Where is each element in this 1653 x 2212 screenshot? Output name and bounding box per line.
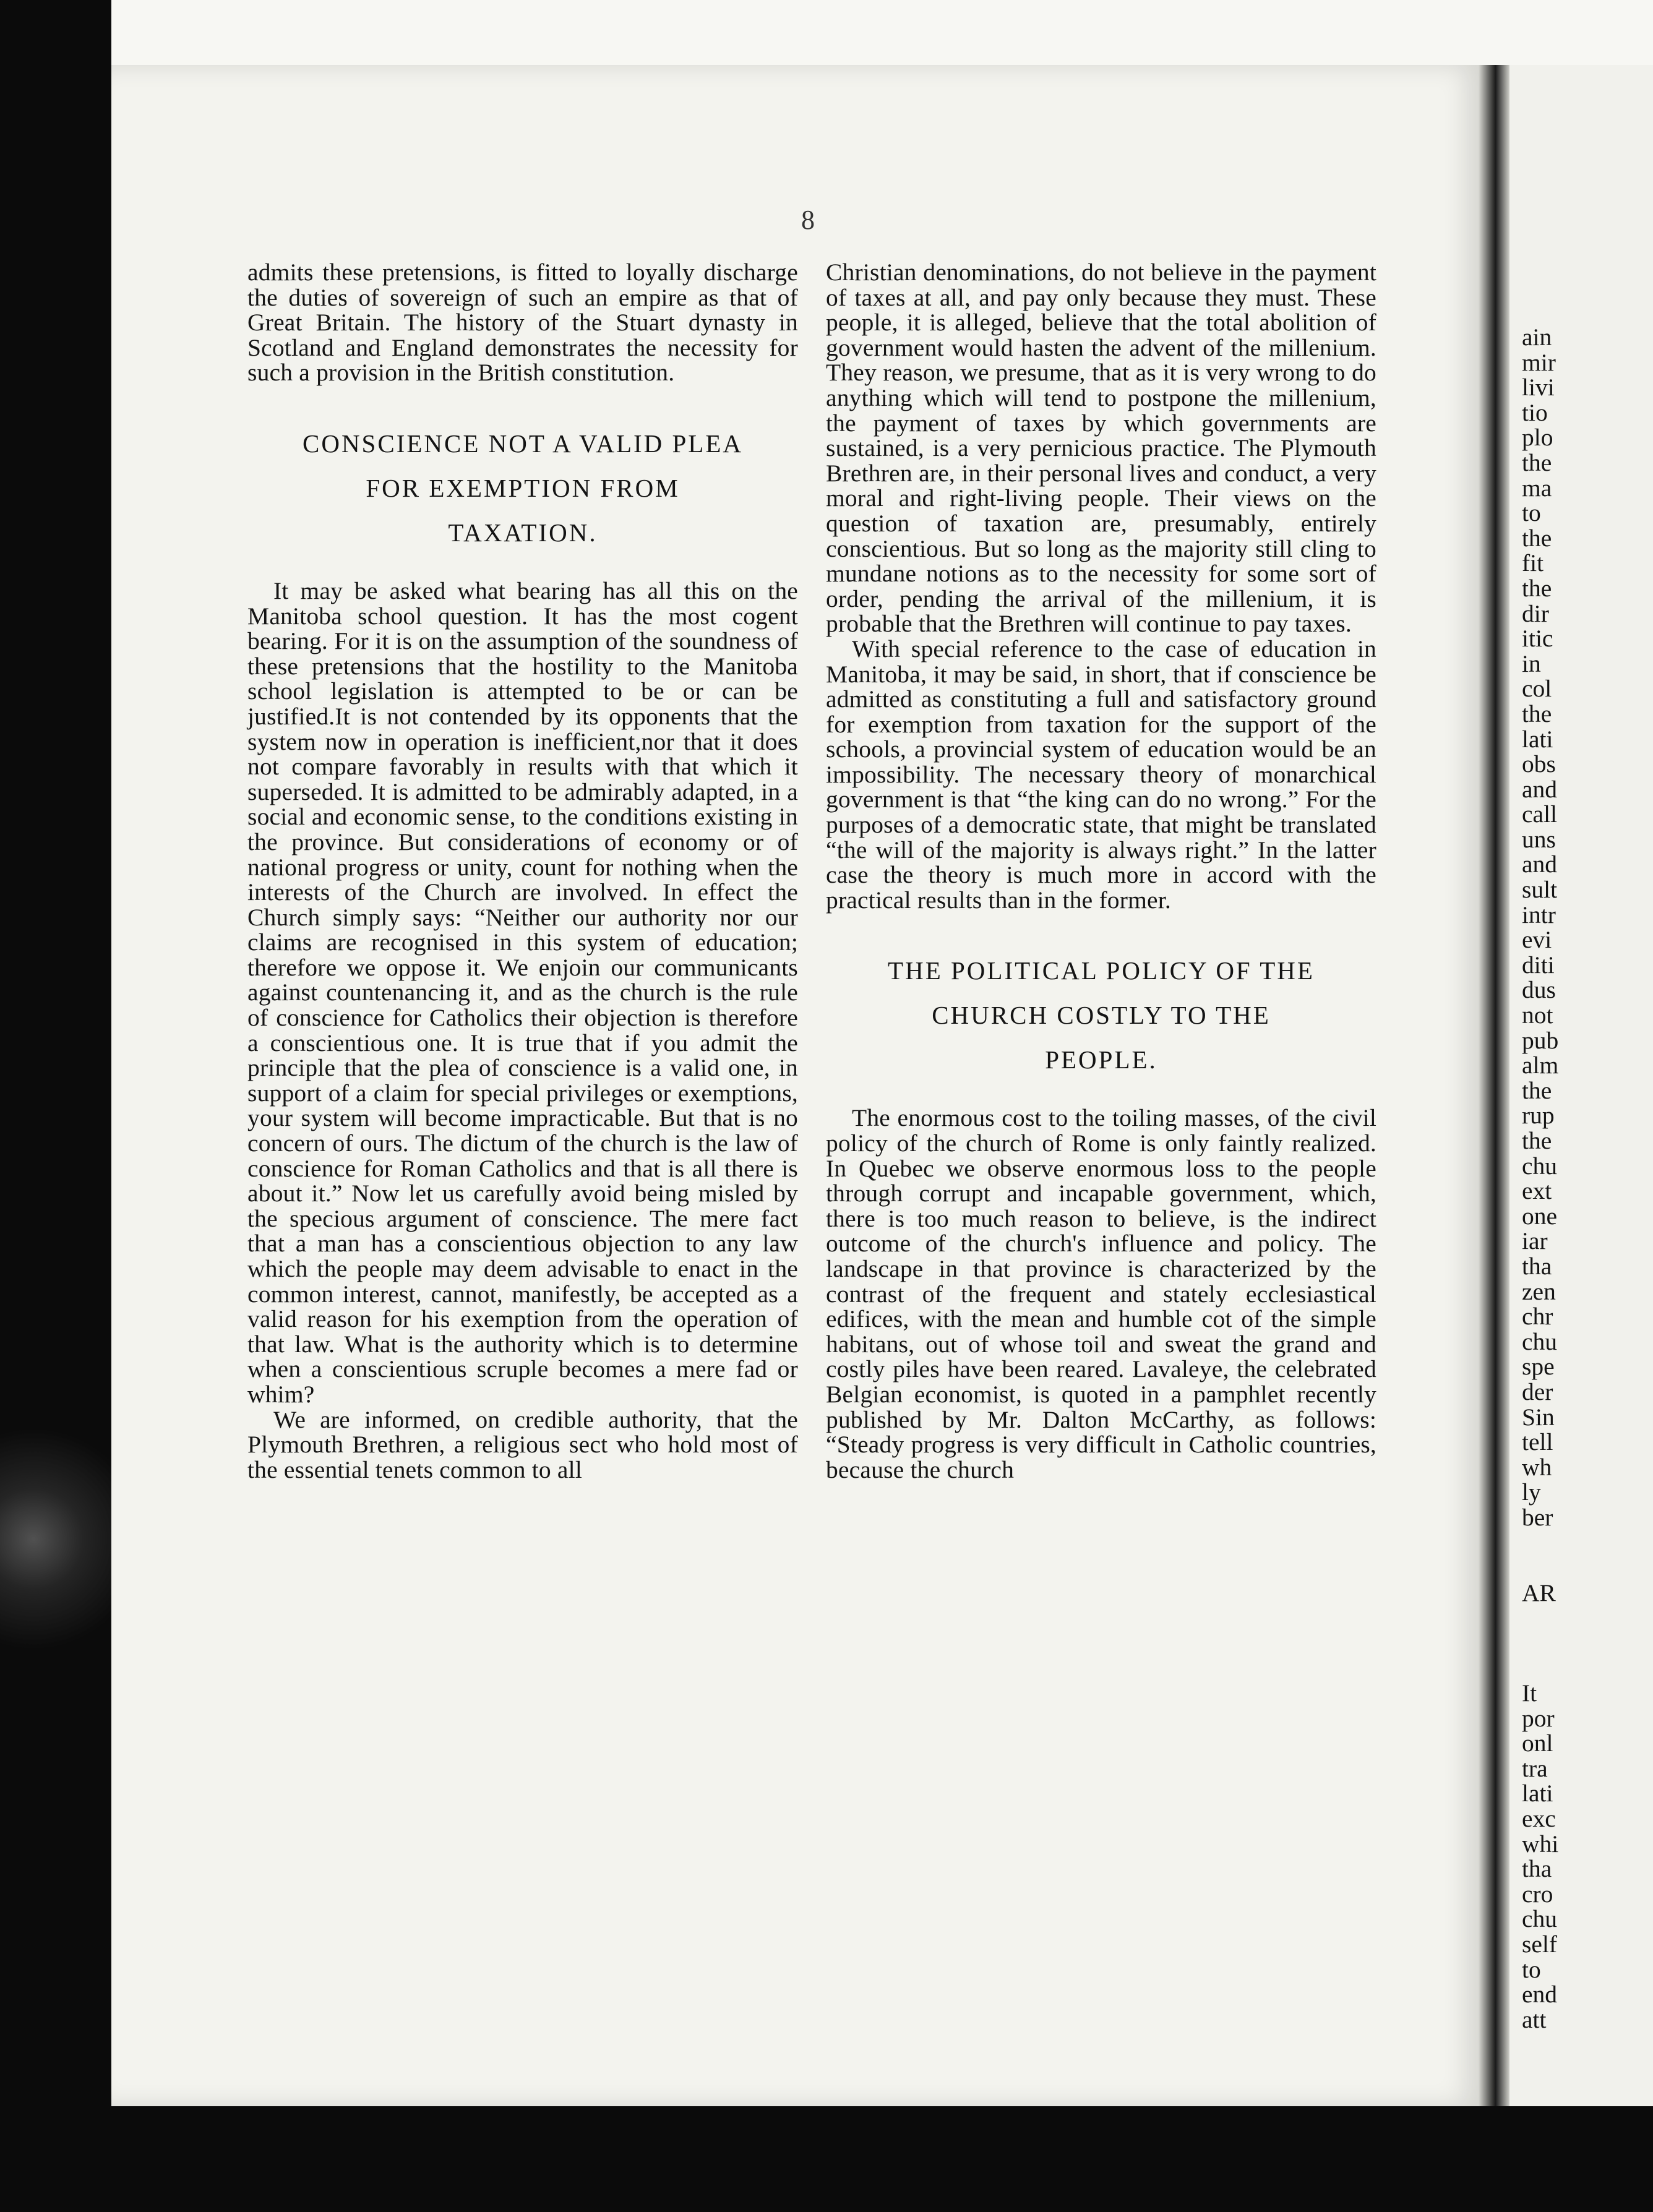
page-gutter <box>1479 65 1509 2106</box>
scan-left-border <box>0 0 111 2212</box>
next-page-fragment <box>1509 65 1653 2106</box>
margin-line: obs <box>1522 750 1556 778</box>
left-paragraph-3: We are informed, on credible authority, that the Plymouth Brethren, a religious sect who hold most of the essential tenets common to all <box>247 1405 798 1483</box>
margin-line: and <box>1522 775 1558 803</box>
margin-line: self <box>1522 1931 1558 1958</box>
margin-line <box>1522 1655 1653 1681</box>
margin-line: livi <box>1522 374 1555 401</box>
margin-line: tell <box>1522 1428 1553 1456</box>
margin-line: evi <box>1522 926 1552 954</box>
heading-line: FOR EXEMPTION FROM <box>366 473 680 502</box>
margin-line: fit <box>1522 549 1544 577</box>
margin-line: alm <box>1522 1052 1559 1079</box>
margin-line: lati <box>1522 725 1553 753</box>
margin-line: chu <box>1522 1905 1558 1933</box>
margin-line: itic <box>1522 625 1553 653</box>
margin-line: chu <box>1522 1152 1558 1180</box>
margin-line: call <box>1522 800 1558 828</box>
right-paragraph-3: The enormous cost to the toiling masses, of the civil policy of the church of Rome is only faintly realized. In Quebec we observe enormous loss to the people through corrupt and incapable government, which, there is too much reason to believe, is the indirect outcome of the church's influence and policy. The landscape in that province is characterized by the contrast of the frequent and stately ecclesiastical edifices, with the mean and humble cot of the simple habitans, out of whose toil and sweat the grand and costly piles have been reared. Lavaleye, the celebrated Belgian economist, is quoted in a pamphlet recently published by Mr. Dalton McCarthy, as follows: “Steady progress is very difficult in Catholic countries, because the church <box>826 1104 1376 1483</box>
heading-line: PEOPLE. <box>1045 1045 1157 1074</box>
margin-line: diti <box>1522 951 1555 979</box>
margin-line: onl <box>1522 1730 1553 1757</box>
margin-line: the <box>1522 1127 1552 1154</box>
margin-line: tha <box>1522 1252 1552 1280</box>
margin-line: chu <box>1522 1327 1558 1355</box>
next-page-margin-text <box>1522 325 1653 2032</box>
margin-line: to <box>1522 1955 1541 1983</box>
margin-line <box>1522 1605 1653 1631</box>
right-paragraph-1: Christian denominations, do not believe in the payment of taxes at all, and pay only because they must. These people, it is alleged, believe that the total abolition of government would hasten the advent of the millenium. They reason, we presume, that as it is very wrong to do anything which will tend to postpone the millenium, the payment of taxes by which governments are sustained, is a very pernicious practice. The Plymouth Brethren are, in their personal lives and conduct, a very moral and right-living people. Their views on the question of taxation are, presumably, entirely conscientious. But so long as the majority still cling to mundane notions as to the necessity for some sort of order, pending the arrival of the millenium, it is probable that the Brethren will continue to pay taxes. <box>826 259 1376 638</box>
margin-line <box>1522 1530 1653 1556</box>
margin-line: ma <box>1522 474 1552 502</box>
margin-line: the <box>1522 448 1552 476</box>
section-heading-conscience <box>247 421 798 555</box>
margin-line: chr <box>1522 1303 1553 1331</box>
margin-line: iar <box>1522 1227 1548 1255</box>
margin-line: rup <box>1522 1102 1555 1130</box>
margin-line: not <box>1522 1001 1553 1029</box>
left-column <box>247 260 798 1482</box>
margin-line: ext <box>1522 1177 1552 1205</box>
margin-line: mir <box>1522 348 1556 376</box>
scan-top-edge <box>0 0 1653 68</box>
right-column <box>826 260 1376 1482</box>
margin-line: whi <box>1522 1830 1559 1858</box>
margin-line: dir <box>1522 599 1549 627</box>
margin-line: Sin <box>1522 1403 1555 1431</box>
page-number: 8 <box>801 205 815 235</box>
margin-line: pub <box>1522 1026 1559 1054</box>
heading-line: CONSCIENCE NOT A VALID PLEA <box>302 429 743 458</box>
heading-line: THE POLITICAL POLICY OF THE <box>888 956 1315 985</box>
margin-line: and <box>1522 851 1558 878</box>
margin-line: sult <box>1522 876 1558 904</box>
margin-line <box>1522 1631 1653 1656</box>
margin-line: spe <box>1522 1353 1555 1381</box>
right-paragraph-2: With special reference to the case of education in Manitoba, it may be said, in short, that if conscience be admitted as constituting a full and satisfactory ground for exemption from taxation for the support of the schools, a provincial system of education would be an impossibility. The necessary theory of monarchical government is that “the king can do no wrong.” For the purposes of a democratic state, that might be translated “the will of the majority is always right.” In the latter case the theory is much more in accord with the practical results than in the former. <box>826 635 1376 914</box>
heading-line: TAXATION. <box>448 518 598 547</box>
margin-line: AR <box>1522 1579 1556 1606</box>
scan-speckle <box>0 1361 111 1806</box>
margin-line: cro <box>1522 1880 1553 1908</box>
margin-line: zen <box>1522 1277 1556 1305</box>
margin-line: to <box>1522 499 1541 527</box>
section-heading-political-policy <box>826 948 1376 1082</box>
left-paragraph-1: admits these pretensions, is fitted to loyally discharge the duties of sovereign of such an empire as that of Great Britain. The history of the Stuart dynasty in Scotland and England demonstrates the necessity for such a provision in the British constitution. <box>247 259 798 387</box>
margin-line: plo <box>1522 424 1553 452</box>
margin-line: ain <box>1522 324 1552 351</box>
margin-line: col <box>1522 675 1552 703</box>
margin-line: tha <box>1522 1855 1552 1883</box>
margin-line: ly <box>1522 1478 1541 1506</box>
left-paragraph-2: It may be asked what bearing has all this on the Manitoba school question. It has the most cogent bearing. For it is on the assumption of the soundness of these pretensions that the hostility to the Manitoba school legislation is attempted to be or can be justified.It is not contended by its opponents that the system now in operation is inefficient,nor that it does not compare favorably in results with that which it superseded. It is admitted to be admirably adapted, in a social and economic sense, to the conditions existing in the province. But considerations of economy or of national progress or unity, count for nothing when the interests of the Church are involved. In effect the Church simply says: “Neither our authority nor our claims are recognised in this system of education; therefore we oppose it. We enjoin our communicants against countenancing it, and as the church is the rule of conscience for Catholics their objection is therefore a conscientious one. It is true that if you admit the principle that the plea of conscience is a valid one, in support of a claim for special privileges or exemptions, your system will become impracticable. But that is no concern of ours. The dictum of the church is the law of conscience for Roman Catholics and that is all there is about it.” Now let us carefully avoid being misled by the specious argument of conscience. The mere fact that a man has a conscientious objection to any law which the people may deem advisable to enact in the common interest, cannot, manifestly, be accepted as a valid reason for his exemption from the operation of that law. What is the authority which is to determine when a conscientious scruple becomes a mere fad or whim? <box>247 577 798 1408</box>
margin-line: the <box>1522 1076 1552 1104</box>
margin-line: the <box>1522 574 1552 602</box>
margin-line: It <box>1522 1679 1537 1707</box>
margin-line: in <box>1522 649 1541 677</box>
margin-line: the <box>1522 700 1552 727</box>
margin-line: wh <box>1522 1453 1552 1481</box>
margin-line: intr <box>1522 901 1556 928</box>
margin-line: one <box>1522 1202 1558 1230</box>
margin-line: exc <box>1522 1805 1556 1833</box>
heading-line: CHURCH COSTLY TO THE <box>932 1001 1271 1030</box>
margin-line: lati <box>1522 1780 1553 1807</box>
margin-line: uns <box>1522 825 1556 853</box>
margin-line: por <box>1522 1704 1555 1732</box>
margin-line: end <box>1522 1981 1558 2008</box>
margin-line: dus <box>1522 976 1556 1004</box>
margin-line: tio <box>1522 398 1548 426</box>
margin-line: ber <box>1522 1503 1553 1531</box>
margin-line: att <box>1522 2005 1547 2033</box>
margin-line <box>1522 1555 1653 1580</box>
margin-line: tra <box>1522 1754 1548 1782</box>
margin-line: der <box>1522 1378 1553 1405</box>
margin-line: the <box>1522 524 1552 552</box>
